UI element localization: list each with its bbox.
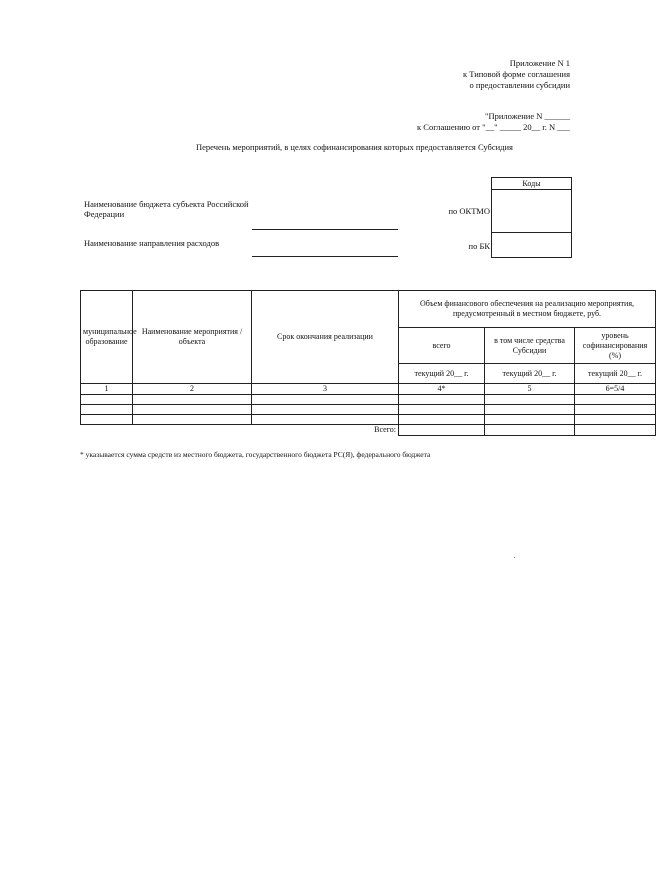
period-col4: текущий 20__ г. (399, 364, 485, 384)
header-standard-form: к Типовой форме соглашения (462, 69, 570, 79)
header-funding: Объем финансового обеспечения на реализацию мероприятия, предусмотренный в местном бюджете, руб. (399, 291, 656, 328)
header-subsidy: в том числе средства Субсидии (485, 328, 575, 364)
budget-name-underline (252, 229, 398, 230)
header-appendix-number: Приложение N 1 (509, 58, 570, 68)
footnote: * указывается сумма средств из местного бюджета, государственного бюджета РС(Я), федерального бюджета (80, 450, 431, 459)
total-row (81, 425, 656, 436)
col-number-4: 4* (399, 384, 485, 395)
header-measure-name: Наименование мероприятия / объекта (133, 291, 252, 384)
table-row (81, 415, 656, 425)
oktmo-code-cell (492, 190, 571, 233)
measures-table (80, 290, 656, 436)
direction-underline (252, 256, 398, 257)
header-agreement-ref: к Соглашению от "__" _____ 20__ г. N ___ (417, 122, 570, 132)
direction-label: Наименование направления расходов (84, 238, 220, 248)
bk-label: по БК (468, 241, 490, 251)
header-total: всего (399, 328, 485, 364)
table-row (81, 405, 656, 415)
header-municipality: муниципальное образование (81, 291, 133, 384)
col-number-5: 5 (485, 384, 575, 395)
header-subsidy: о предоставлении субсидии (469, 80, 570, 90)
col-number-1: 1 (81, 384, 133, 395)
total-label: Всего: (81, 425, 399, 436)
period-col5: текущий 20__ г. (485, 364, 575, 384)
codes-header: Коды (492, 178, 571, 190)
col-number-3: 3 (252, 384, 399, 395)
budget-name-label-2: Федерации (84, 209, 125, 219)
period-col6: текущий 20__ г. (575, 364, 656, 384)
header-deadline: Срок окончания реализации (252, 291, 399, 384)
table-row (81, 395, 656, 405)
col-number-2: 2 (133, 384, 252, 395)
page-title: Перечень мероприятий, в целях софинансирования которых предоставляется Субсидия (196, 142, 513, 152)
total-col4 (399, 425, 485, 436)
total-col6 (575, 425, 656, 436)
total-col5 (485, 425, 575, 436)
header-cofinancing-level: уровень софинансирования (%) (575, 328, 656, 364)
col-number-6: 6=5/4 (575, 384, 656, 395)
scan-speck (514, 557, 515, 558)
header-appendix-blank: "Приложение N ______ (485, 111, 570, 121)
codes-box (491, 177, 572, 258)
oktmo-label: по ОКТМО (448, 206, 490, 216)
budget-name-label-1: Наименование бюджета субъекта Российской (84, 199, 249, 209)
